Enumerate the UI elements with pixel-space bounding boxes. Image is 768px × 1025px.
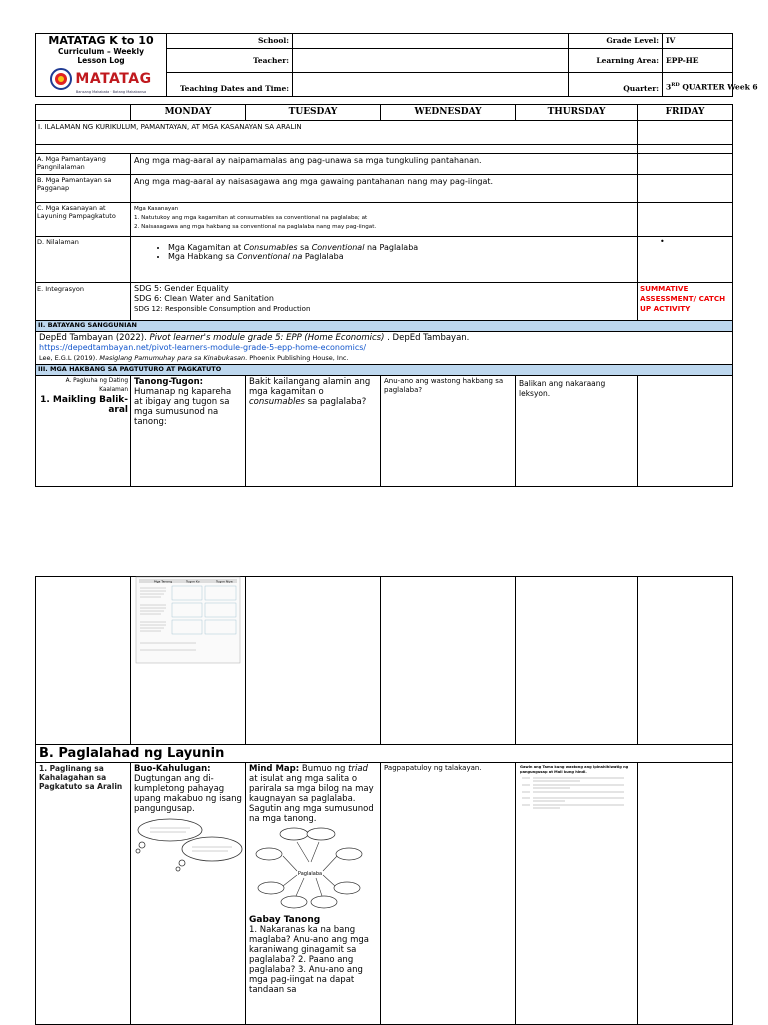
summative-assessment: SUMMATIVE ASSESSMENT/ CATCH UP ACTIVITY xyxy=(638,283,733,321)
friday-p2 xyxy=(638,577,733,745)
gabay-questions: 1. Nakaranas ka na bang maglaba? Anu-ano ang mga karaniwang ginagamit sa paglalaba? 2. Paano ang paglalaba? 3. Anu-ano ang mga pag-iingat na dapat tandaan sa xyxy=(249,925,370,995)
lesson-table-page-2 xyxy=(35,576,733,1025)
thought-clouds-image xyxy=(134,817,242,877)
days-corner xyxy=(36,105,131,121)
section-1-friday xyxy=(638,121,733,145)
sdg-6: SDG 6: Clean Water and Sanitation xyxy=(134,294,274,303)
thumb-header-1: Mga Tanong xyxy=(154,579,173,584)
sdg-12: SDG 12: Responsible Consumption and Production xyxy=(134,305,311,313)
b1-label: 1. Paglinang sa Kahalagahan sa Pagkatuto sa Aralin xyxy=(36,763,131,1025)
monday-b-heading: Buo-Kahulugan: xyxy=(134,764,211,774)
teacher-label: Teacher: xyxy=(167,49,293,73)
dates-label: Teaching Dates and Time: xyxy=(167,73,293,97)
tuesday-p2 xyxy=(246,577,381,745)
row-c-item-2: 2. Naisasagawa ang mga hakbang sa conventional na paglalaba nang may pag-iingat. xyxy=(134,224,377,230)
reference-1: DepEd Tambayan (2022). Pivot learner's module grade 5: EPP (Home Economics) . DepEd Tambayan. xyxy=(39,333,470,343)
p2-label-cell xyxy=(36,577,131,745)
content-item-2: • Mga Habkang sa Conventional na Paglalaba xyxy=(168,252,634,261)
thursday-a: Balikan ang nakaraang leksyon. xyxy=(516,376,638,487)
row-a-text: Ang mga mag-aaral ay naipamamalas ang pag-unawa sa mga tungkuling pantahanan. xyxy=(131,154,638,175)
spacer-friday xyxy=(638,145,733,154)
tama-mali-worksheet xyxy=(520,774,630,814)
deped-seal-icon xyxy=(50,68,72,90)
grade-value: IV xyxy=(663,34,733,49)
row-a-label: A. Mga Pamantayang Pangnilalaman xyxy=(36,154,131,175)
logo-text: MATATAG xyxy=(75,71,152,87)
thumb-header-2: Tugon Ko xyxy=(186,579,200,584)
row-d-label: D. Nilalaman xyxy=(36,237,131,283)
friday-a xyxy=(638,376,733,487)
wednesday-p2 xyxy=(381,577,516,745)
mind-map-diagram xyxy=(249,826,375,910)
area-label: Learning Area: xyxy=(569,49,663,73)
mind-map-center: Paglalaba xyxy=(297,871,323,877)
friday-b xyxy=(638,763,733,1025)
section-3-heading: III. MGA HAKBANG SA PAGTUTURO AT PAGKATUTO xyxy=(36,365,733,376)
row-c-friday xyxy=(638,203,733,237)
content-item-1: • Mga Kagamitan at Consumables sa Conventional na Paglalaba xyxy=(168,243,634,252)
school-value xyxy=(293,34,569,49)
monday-b xyxy=(131,763,246,1025)
day-friday: FRIDAY xyxy=(638,105,733,121)
quarter-value: 3RD QUARTER Week 6 xyxy=(663,73,733,97)
day-tuesday: TUESDAY xyxy=(246,105,381,121)
row-c-item-1: 1. Natutukoy ang mga kagamitan at consumables sa conventional na paglalaba; at xyxy=(134,215,368,221)
day-thursday: THURSDAY xyxy=(516,105,638,121)
step-a-sub: 1. Maikling Balik-aral xyxy=(40,395,128,415)
grade-label: Grade Level: xyxy=(569,34,663,49)
lesson-table xyxy=(35,104,733,487)
references xyxy=(36,332,733,365)
monday-a-heading: Tanong-Tugon: xyxy=(134,377,204,387)
day-wednesday: WEDNESDAY xyxy=(381,105,516,121)
day-monday: MONDAY xyxy=(131,105,246,121)
header-title: MATATAG K to 10 xyxy=(48,34,154,47)
monday-worksheet xyxy=(131,577,246,745)
worksheet-thumbnail xyxy=(136,577,240,663)
sdg-5: SDG 5: Gender Equality xyxy=(134,284,229,293)
step-a-label: A. Pagkuha ng Dating Kaalaman 1. Maikling Balik-aral xyxy=(36,376,131,487)
area-value: EPP-HE xyxy=(663,49,733,73)
header-table xyxy=(35,33,758,97)
row-b-label: B. Mga Pamantayan sa Pagganap xyxy=(36,175,131,203)
header-logo-cell xyxy=(36,34,167,97)
thursday-b xyxy=(516,763,638,1025)
matatag-logo xyxy=(36,68,166,90)
thursday-b-instructions: Gawin ang Tama kung wastong ang ipinahihiwatig ng pangungusap at Mali kung hindi. xyxy=(520,765,629,774)
thursday-p2 xyxy=(516,577,638,745)
row-e-label: E. Integrasyon xyxy=(36,283,131,321)
school-label: School: xyxy=(167,34,293,49)
logo-tagline: Bansang Makabata · Batang Makabansa xyxy=(75,90,147,94)
row-b-friday xyxy=(638,175,733,203)
row-c-label: C. Mga Kasanayan at Layuning Pampagkatuto xyxy=(36,203,131,237)
teacher-value xyxy=(293,49,569,73)
row-c-text xyxy=(131,203,638,237)
wednesday-a: Anu-ano ang wastong hakbang sa paglalaba? xyxy=(381,376,516,487)
header-subtitle: Curriculum – Weekly Lesson Log xyxy=(58,47,144,65)
section-2-heading: II. BATAYANG SANGGUNIAN xyxy=(36,321,733,332)
row-b-text: Ang mga mag-aaral ay naisasagawa ang mga gawaing pantahanan nang may pag-iingat. xyxy=(131,175,638,203)
reference-link[interactable]: https://depedtambayan.net/pivot-learners-module-grade-5-epp-home-economics/ xyxy=(39,343,367,352)
row-e-text xyxy=(131,283,638,321)
section-b-heading: B. Paglalahad ng Layunin xyxy=(36,745,733,763)
thumb-header-3: Tugon Niya xyxy=(216,579,233,584)
spacer-row xyxy=(36,145,638,154)
gabay-heading: Gabay Tanong xyxy=(249,915,321,925)
reference-2: Lee, E.G.L (2019). Masiglang Pamumuhay para sa Kinabukasan. Phoenix Publishing House, Inc. xyxy=(39,354,349,362)
row-a-friday xyxy=(638,154,733,175)
row-c-heading: Mga Kasanayan xyxy=(134,206,179,212)
monday-a xyxy=(131,376,246,487)
row-d-friday-bullet: • xyxy=(638,237,733,283)
tuesday-a: Bakit kailangang alamin ang mga kagamitan o consumables sa paglalaba? xyxy=(246,376,381,487)
row-d-text xyxy=(131,237,638,283)
tuesday-b xyxy=(246,763,381,1025)
section-1-heading: I. ILALAMAN NG KURIKULUM, PAMANTAYAN, AT MGA KASANAYAN SA ARALIN xyxy=(36,121,638,145)
monday-a-text: Humanap ng kapareha at ibigay ang tugon sa mga sumusunod na tanong: xyxy=(134,387,232,427)
dates-value xyxy=(293,73,569,97)
quarter-label: Quarter: xyxy=(569,73,663,97)
tuesday-b-text: Mind Map: Bumuo ng triad at isulat ang mga salita o parirala sa mga bilog na may kaugnayan sa paglalaba. Sagutin ang mga sumusunod na mga tanong. xyxy=(249,764,374,824)
wednesday-b: Pagpapatuloy ng talakayan. xyxy=(381,763,516,1025)
monday-b-text: Dugtungan ang di-kumpletong pahayag upang makabuo ng isang pangungusap. xyxy=(134,774,242,814)
